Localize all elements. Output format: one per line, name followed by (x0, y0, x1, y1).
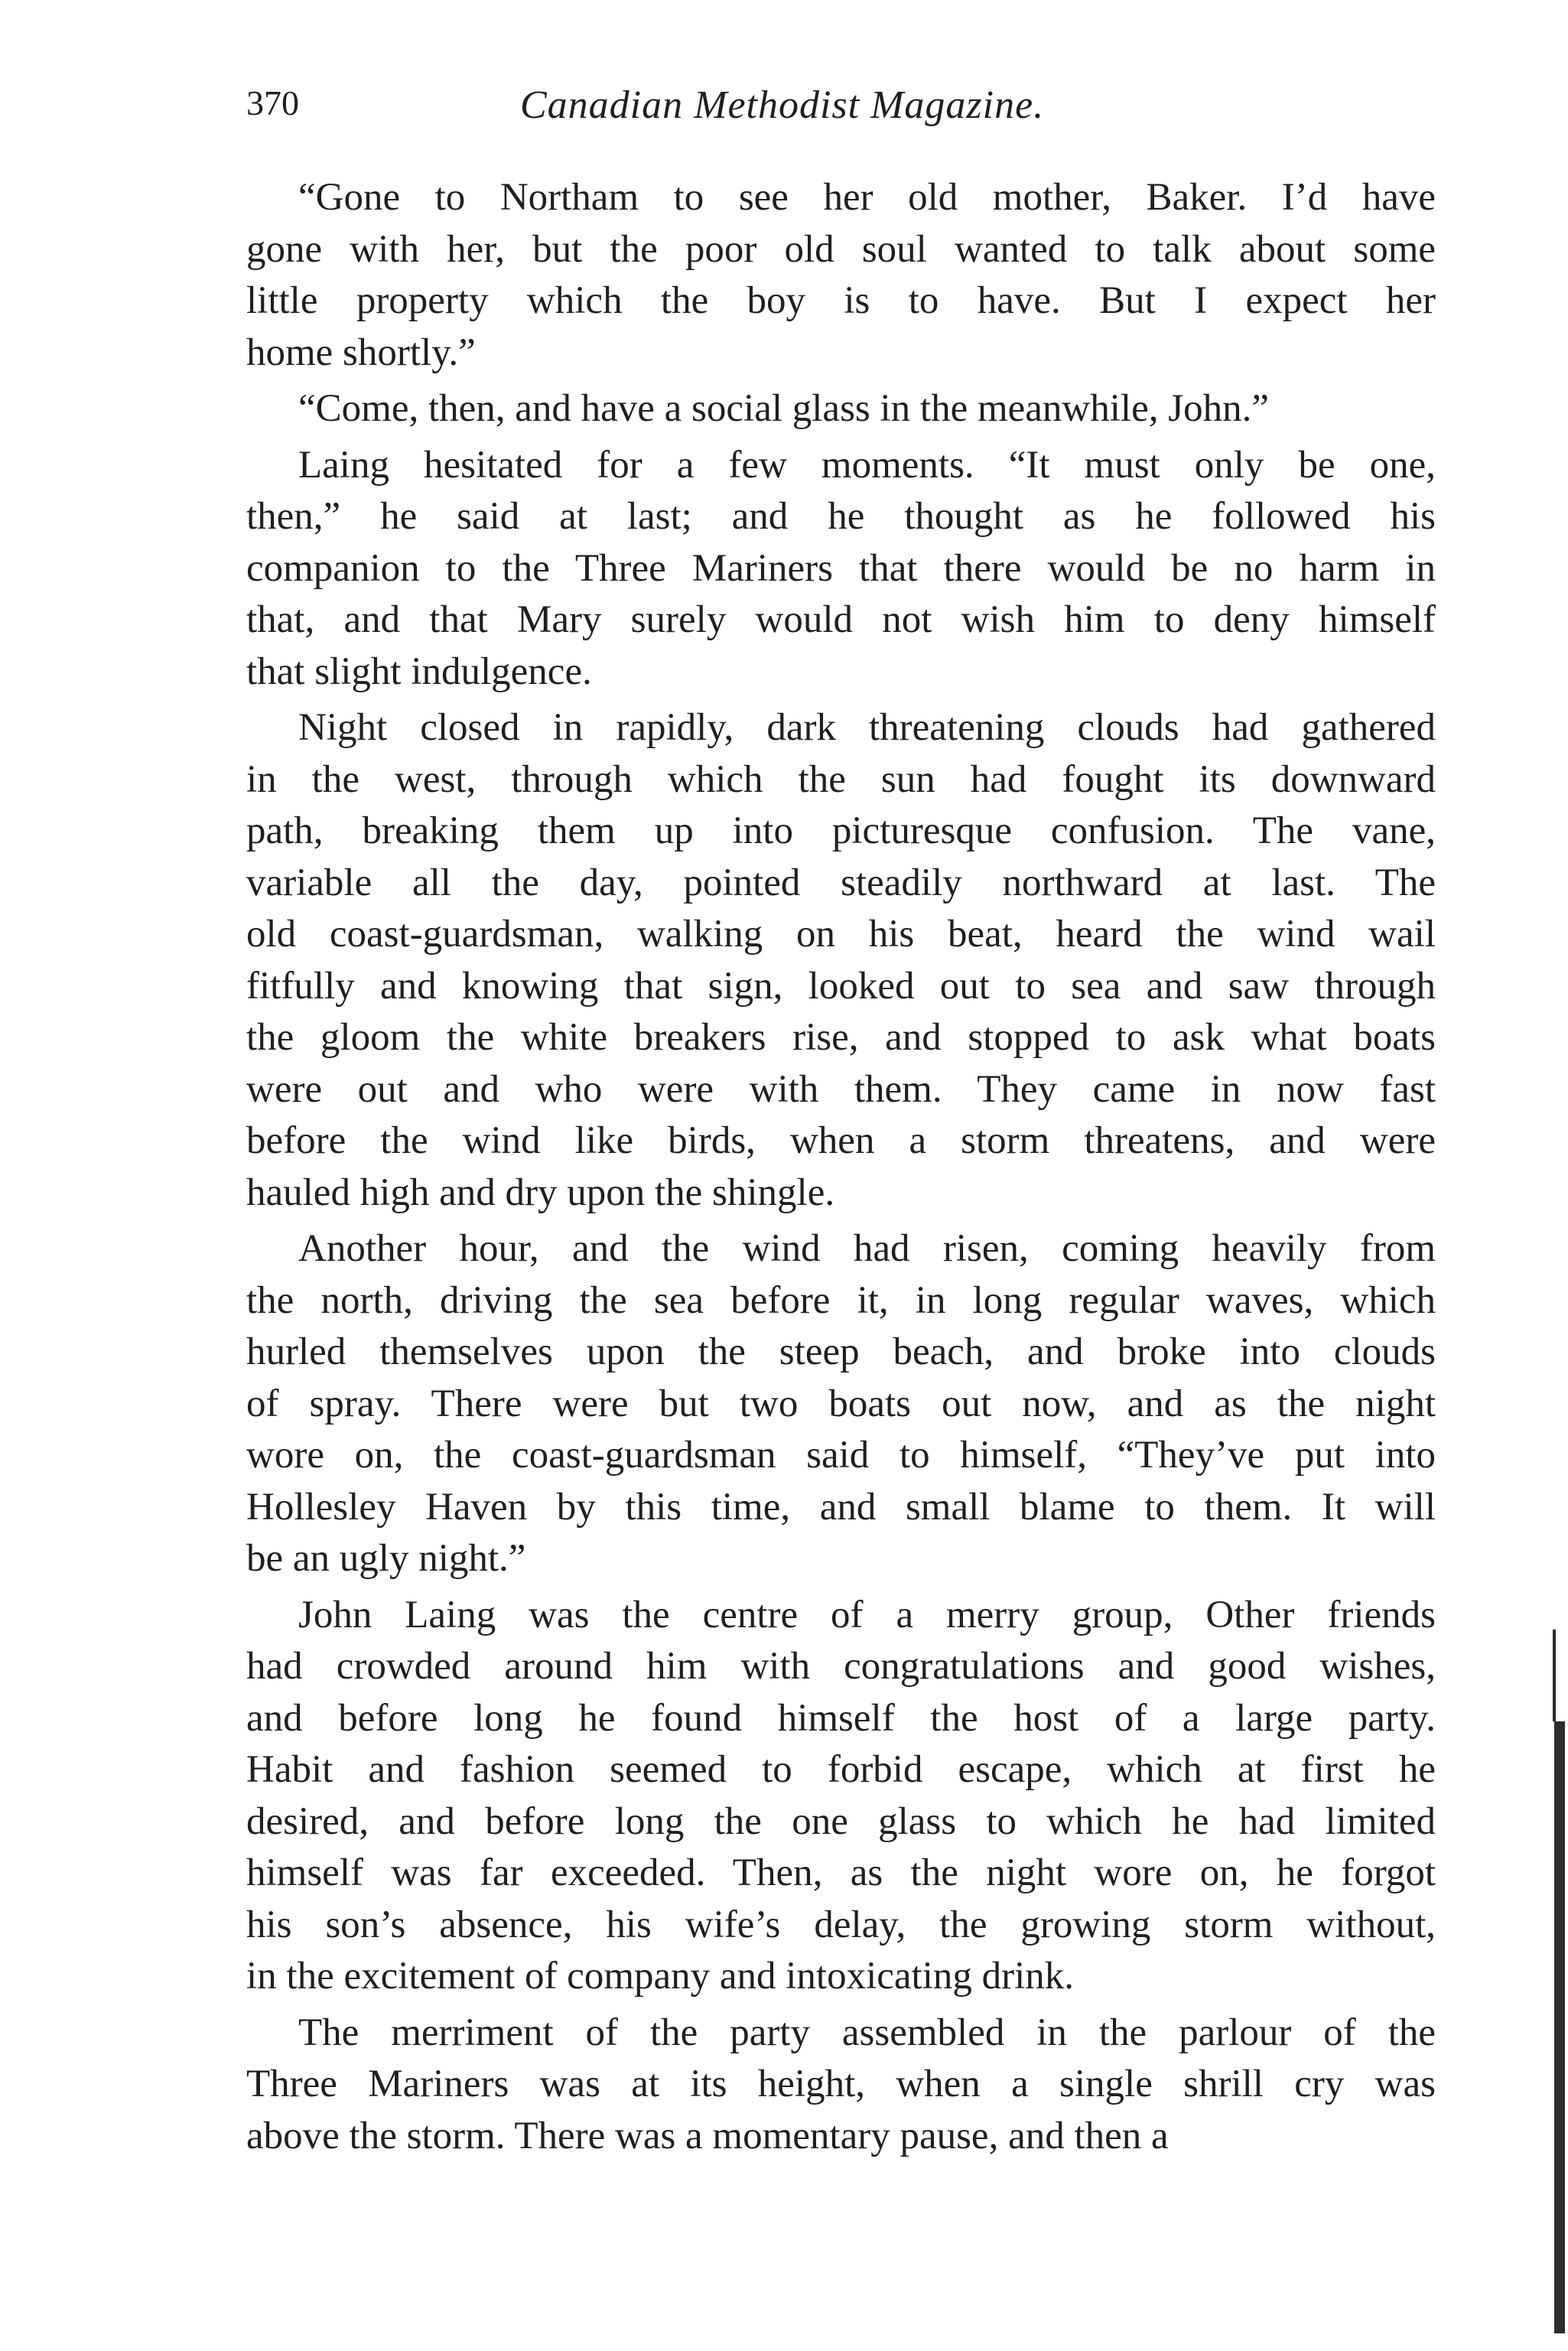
text-line: little property which the boy is to have. But I expect her (246, 279, 1436, 322)
text-line: hurled themselves upon the steep beach, and broke into clouds (246, 1330, 1436, 1373)
paragraph (246, 383, 1436, 435)
paragraph (246, 440, 1436, 698)
text-line: the gloom the white breakers rise, and stopped to ask what boats (246, 1016, 1436, 1059)
paragraph (246, 172, 1436, 379)
text-line: John Laing was the centre of a merry group, Other friends (298, 1593, 1436, 1636)
text-line: the north, driving the sea before it, in long regular waves, which (246, 1278, 1436, 1322)
text-line: had crowded around him with congratulations and good wishes, (246, 1645, 1436, 1688)
text-line: Another hour, and the wind had risen, coming heavily from (298, 1227, 1436, 1270)
text-line: fitfully and knowing that sign, looked out to sea and saw through (246, 964, 1436, 1008)
text-line: that, and that Mary surely would not wish him to deny himself (246, 598, 1436, 641)
text-line: that slight indulgence. (246, 650, 592, 693)
text-line: Hollesley Haven by this time, and small blame to them. It will (246, 1485, 1436, 1529)
text-line: path, breaking them up into picturesque confusion. The vane, (246, 809, 1436, 852)
paragraph (246, 1590, 1436, 2003)
text-line: “Gone to Northam to see her old mother, Baker. I’d have (298, 176, 1436, 219)
text-line: Habit and fashion seemed to forbid escape, which at first he (246, 1748, 1436, 1791)
paragraph (246, 2007, 1436, 2163)
text-line: The merriment of the party assembled in the parlour of the (298, 2011, 1436, 2054)
text-line: Laing hesitated for a few moments. “It must only be one, (298, 443, 1436, 487)
page-number: 370 (246, 83, 299, 122)
text-line: himself was far exceeded. Then, as the night wore on, he forgot (246, 1851, 1436, 1894)
text-line: desired, and before long the one glass to which he had limited (246, 1799, 1436, 1843)
text-line: companion to the Three Mariners that there would be no harm in (246, 546, 1436, 590)
text-line: old coast-guardsman, walking on his beat, heard the wind wail (246, 913, 1436, 956)
scan-edge-mark (1554, 1721, 1565, 2333)
text-line: home shortly.” (246, 331, 476, 374)
text-line: gone with her, but the poor old soul wanted to talk about some (246, 227, 1436, 271)
text-line: then,” he said at last; and he thought as he followed his (246, 495, 1436, 538)
text-line: above the storm. There was a momentary pause, and then a (246, 2114, 1169, 2157)
text-line: of spray. There were but two boats out now, and as the night (246, 1382, 1436, 1425)
text-line: “Come, then, and have a social glass in the meanwhile, John.” (298, 387, 1269, 430)
paragraph (246, 1223, 1436, 1585)
text-line: Night closed in rapidly, dark threatening clouds had gathered (298, 706, 1436, 749)
paragraph (246, 702, 1436, 1219)
text-line: be an ugly night.” (246, 1537, 526, 1580)
text-line: before the wind like birds, when a storm threatens, and were (246, 1119, 1436, 1162)
scan-edge-mark (1553, 1630, 1556, 1721)
body-text (246, 172, 1436, 2162)
text-line: and before long he found himself the host of a large party. (246, 1696, 1436, 1740)
text-line: hauled high and dry upon the shingle. (246, 1171, 835, 1214)
text-line: were out and who were with them. They came in now fast (246, 1067, 1436, 1111)
text-line: variable all the day, pointed steadily northward at last. The (246, 861, 1436, 904)
running-title: Canadian Methodist Magazine. (520, 83, 1045, 127)
text-line: Three Mariners was at its height, when a single shrill cry was (246, 2063, 1436, 2105)
text-line: in the excitement of company and intoxicating drink. (246, 1955, 1075, 1998)
text-line: in the west, through which the sun had fought its downward (246, 757, 1436, 801)
text-line: wore on, the coast-guardsman said to himself, “They’ve put into (246, 1434, 1436, 1477)
text-line: his son’s absence, his wife’s delay, the growing storm without, (246, 1903, 1436, 1946)
